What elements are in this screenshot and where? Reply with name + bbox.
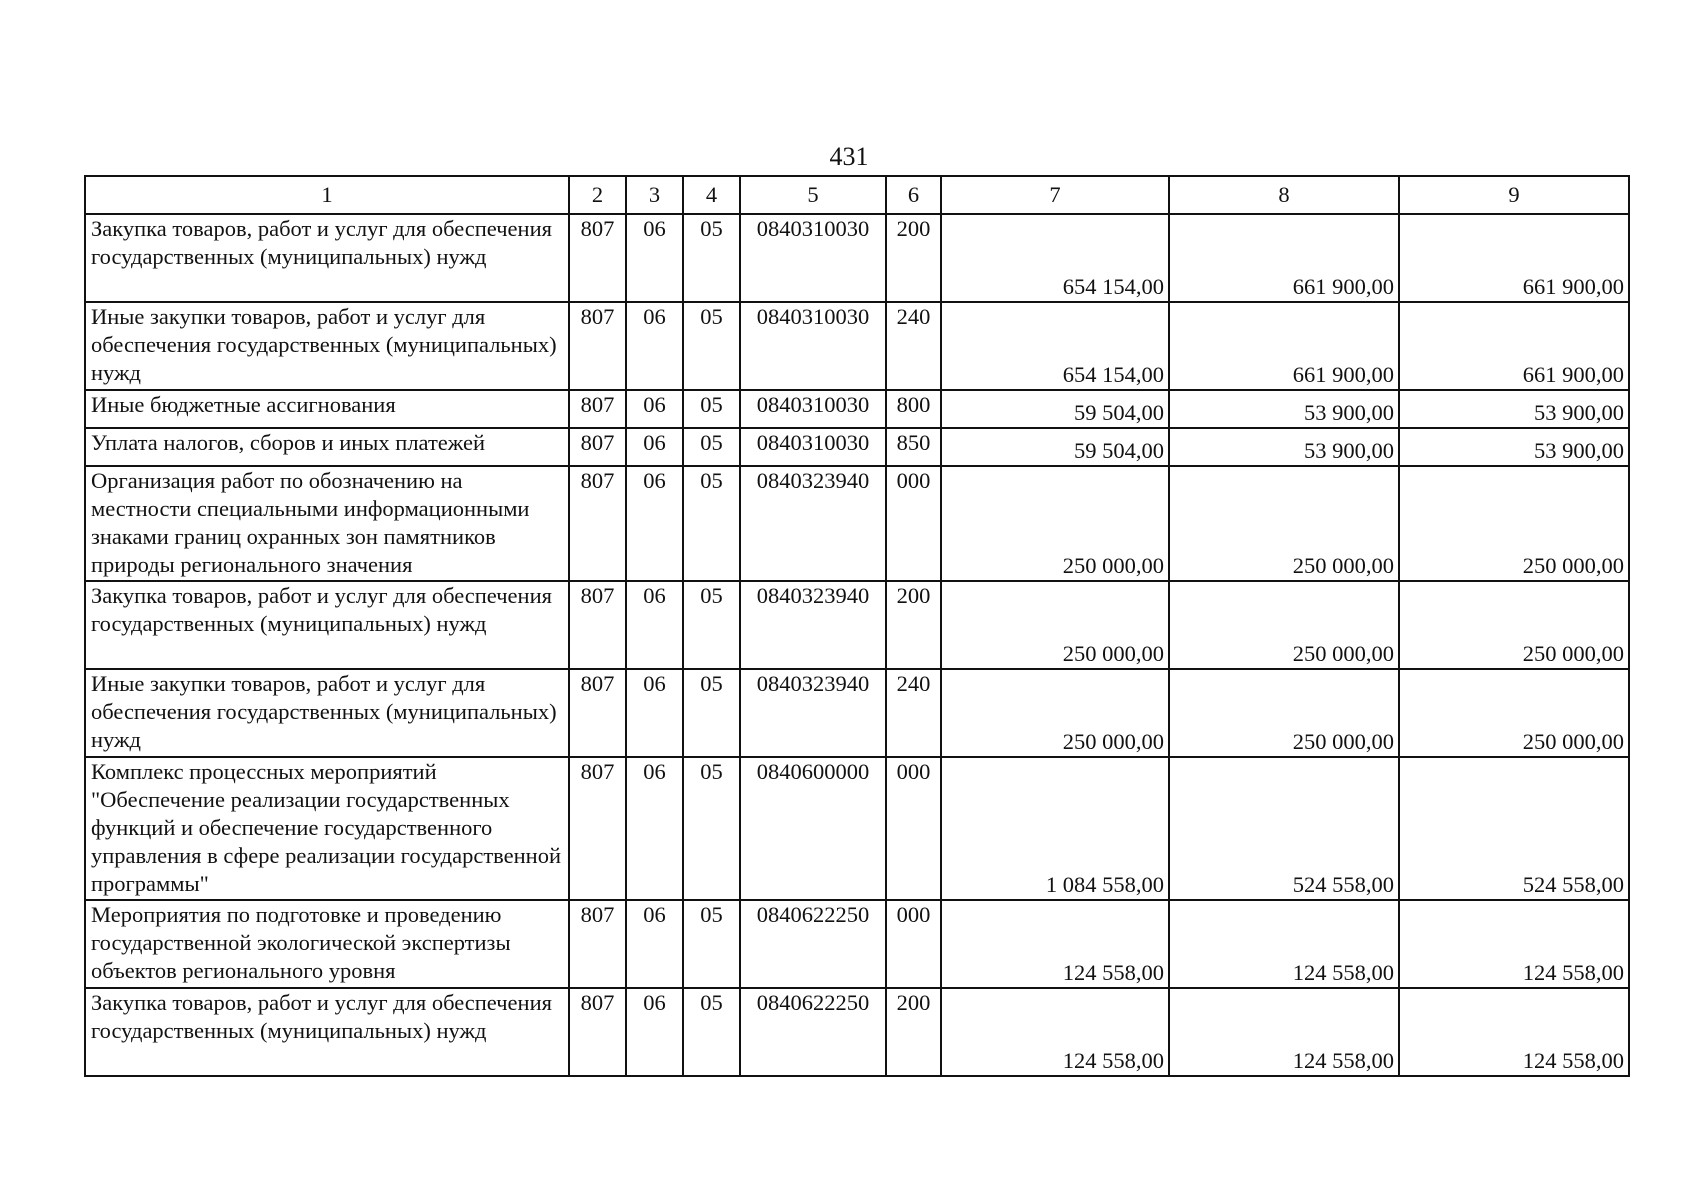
row-amount-3: 250 000,00 (1399, 466, 1629, 581)
row-expense-type: 200 (886, 581, 941, 669)
row-name: Закупка товаров, работ и услуг для обеспечения государственных (муниципальных) нужд (85, 581, 569, 669)
row-expense-type: 200 (886, 988, 941, 1076)
row-admin-code: 807 (569, 988, 626, 1076)
row-admin-code: 807 (569, 581, 626, 669)
row-target-code: 0840622250 (740, 900, 886, 988)
table-row (85, 900, 1629, 988)
row-name: Мероприятия по подготовке и проведению государственной экологической экспертизы объектов регионального уровня (85, 900, 569, 988)
row-section-code: 06 (626, 466, 683, 581)
row-name: Закупка товаров, работ и услуг для обеспечения государственных (муниципальных) нужд (85, 988, 569, 1076)
row-admin-code: 807 (569, 757, 626, 900)
row-name: Комплекс процессных мероприятий "Обеспечение реализации государственных функций и обеспечение государственного управления в сфере реализации государственной программы" (85, 757, 569, 900)
row-admin-code: 807 (569, 390, 626, 428)
row-amount-2: 124 558,00 (1169, 988, 1399, 1076)
row-amount-2: 250 000,00 (1169, 669, 1399, 757)
row-target-code: 0840310030 (740, 428, 886, 466)
row-amount-1: 654 154,00 (941, 302, 1169, 390)
row-subsection-code: 05 (683, 757, 740, 900)
row-name: Закупка товаров, работ и услуг для обеспечения государственных (муниципальных) нужд (85, 214, 569, 302)
row-target-code: 0840622250 (740, 988, 886, 1076)
row-subsection-code: 05 (683, 466, 740, 581)
row-section-code: 06 (626, 214, 683, 302)
row-subsection-code: 05 (683, 581, 740, 669)
row-expense-type: 240 (886, 302, 941, 390)
row-expense-type: 000 (886, 757, 941, 900)
row-admin-code: 807 (569, 669, 626, 757)
row-expense-type: 850 (886, 428, 941, 466)
row-subsection-code: 05 (683, 669, 740, 757)
row-name: Иные закупки товаров, работ и услуг для обеспечения государственных (муниципальных) нужд (85, 669, 569, 757)
row-amount-2: 661 900,00 (1169, 302, 1399, 390)
row-subsection-code: 05 (683, 214, 740, 302)
row-subsection-code: 05 (683, 900, 740, 988)
row-section-code: 06 (626, 757, 683, 900)
row-amount-1: 59 504,00 (941, 390, 1169, 428)
row-subsection-code: 05 (683, 390, 740, 428)
row-amount-3: 124 558,00 (1399, 988, 1629, 1076)
row-target-code: 0840310030 (740, 214, 886, 302)
row-amount-2: 53 900,00 (1169, 428, 1399, 466)
header-cell-6: 6 (886, 176, 941, 214)
header-cell-2: 2 (569, 176, 626, 214)
row-amount-1: 1 084 558,00 (941, 757, 1169, 900)
row-subsection-code: 05 (683, 428, 740, 466)
row-section-code: 06 (626, 900, 683, 988)
header-cell-8: 8 (1169, 176, 1399, 214)
row-amount-1: 250 000,00 (941, 669, 1169, 757)
row-amount-3: 524 558,00 (1399, 757, 1629, 900)
row-target-code: 0840323940 (740, 669, 886, 757)
row-amount-2: 524 558,00 (1169, 757, 1399, 900)
header-cell-7: 7 (941, 176, 1169, 214)
table-row (85, 988, 1629, 1076)
row-amount-1: 124 558,00 (941, 988, 1169, 1076)
row-section-code: 06 (626, 669, 683, 757)
table-row (85, 302, 1629, 390)
row-subsection-code: 05 (683, 988, 740, 1076)
table-row (85, 214, 1629, 302)
row-admin-code: 807 (569, 428, 626, 466)
row-amount-3: 124 558,00 (1399, 900, 1629, 988)
row-expense-type: 800 (886, 390, 941, 428)
row-admin-code: 807 (569, 302, 626, 390)
row-target-code: 0840323940 (740, 466, 886, 581)
header-cell-3: 3 (626, 176, 683, 214)
row-amount-3: 250 000,00 (1399, 669, 1629, 757)
row-target-code: 0840310030 (740, 390, 886, 428)
row-expense-type: 000 (886, 466, 941, 581)
row-name: Иные бюджетные ассигнования (85, 390, 569, 428)
row-name: Организация работ по обозначению на местности специальными информационными знаками границ охранных зон памятников природы регионального значения (85, 466, 569, 581)
row-amount-3: 53 900,00 (1399, 390, 1629, 428)
row-section-code: 06 (626, 302, 683, 390)
table-row (85, 581, 1629, 669)
row-name: Иные закупки товаров, работ и услуг для обеспечения государственных (муниципальных) нужд (85, 302, 569, 390)
row-amount-1: 59 504,00 (941, 428, 1169, 466)
table-row (85, 757, 1629, 900)
row-section-code: 06 (626, 988, 683, 1076)
header-cell-5: 5 (740, 176, 886, 214)
row-admin-code: 807 (569, 214, 626, 302)
row-amount-3: 661 900,00 (1399, 302, 1629, 390)
row-amount-3: 250 000,00 (1399, 581, 1629, 669)
row-section-code: 06 (626, 390, 683, 428)
row-amount-1: 250 000,00 (941, 466, 1169, 581)
row-target-code: 0840323940 (740, 581, 886, 669)
row-target-code: 0840310030 (740, 302, 886, 390)
row-amount-1: 250 000,00 (941, 581, 1169, 669)
table-row (85, 466, 1629, 581)
budget-table (84, 175, 1630, 1077)
row-amount-3: 661 900,00 (1399, 214, 1629, 302)
header-cell-4: 4 (683, 176, 740, 214)
row-expense-type: 240 (886, 669, 941, 757)
row-amount-2: 250 000,00 (1169, 466, 1399, 581)
row-admin-code: 807 (569, 900, 626, 988)
header-cell-1: 1 (85, 176, 569, 214)
row-amount-2: 124 558,00 (1169, 900, 1399, 988)
row-amount-1: 124 558,00 (941, 900, 1169, 988)
header-cell-9: 9 (1399, 176, 1629, 214)
row-name: Уплата налогов, сборов и иных платежей (85, 428, 569, 466)
row-amount-3: 53 900,00 (1399, 428, 1629, 466)
table-row (85, 390, 1629, 428)
row-admin-code: 807 (569, 466, 626, 581)
table-row (85, 669, 1629, 757)
row-amount-2: 250 000,00 (1169, 581, 1399, 669)
row-amount-1: 654 154,00 (941, 214, 1169, 302)
row-section-code: 06 (626, 428, 683, 466)
row-expense-type: 000 (886, 900, 941, 988)
row-target-code: 0840600000 (740, 757, 886, 900)
table-row (85, 428, 1629, 466)
row-subsection-code: 05 (683, 302, 740, 390)
row-section-code: 06 (626, 581, 683, 669)
table-header-row (85, 176, 1629, 214)
row-expense-type: 200 (886, 214, 941, 302)
row-amount-2: 661 900,00 (1169, 214, 1399, 302)
table-body (85, 176, 1629, 1076)
page-number: 431 (829, 142, 869, 171)
row-amount-2: 53 900,00 (1169, 390, 1399, 428)
